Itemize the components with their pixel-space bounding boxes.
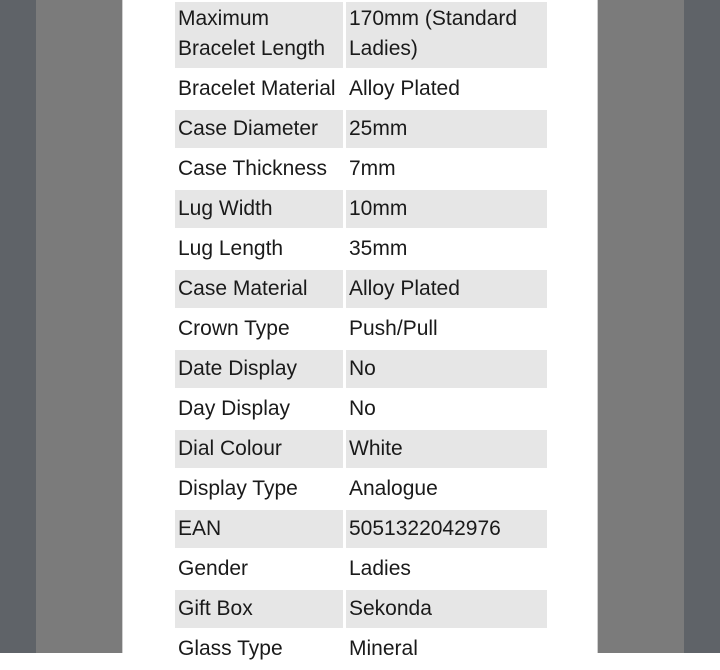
table-row (175, 310, 547, 348)
spec-key: Date Display (175, 350, 343, 388)
table-row (175, 550, 547, 588)
spec-key: Gift Box (175, 590, 343, 628)
spec-value: Alloy Plated (349, 77, 460, 100)
spec-value: No (346, 350, 547, 388)
table-row (175, 630, 547, 668)
spec-key: Lug Width (175, 190, 343, 228)
spec-key: Gender (178, 557, 249, 580)
table-row (175, 190, 547, 228)
spec-value: 7mm (349, 157, 396, 180)
spec-table (172, 0, 550, 670)
table-row (175, 510, 547, 548)
table-row (175, 150, 547, 188)
spec-value: 25mm (346, 110, 547, 148)
spec-value: Push/Pull (349, 317, 438, 340)
spec-key: Case Thickness (178, 157, 328, 180)
spec-value: 5051322042976 (346, 510, 547, 548)
spec-key: EAN (175, 510, 343, 548)
spec-key: Display Type (178, 477, 298, 500)
spec-key: Day Display (178, 397, 291, 420)
spec-modal (122, 0, 598, 660)
spec-value: No (349, 397, 376, 420)
spec-value: Ladies (349, 557, 411, 580)
spec-key: Crown Type (178, 317, 290, 340)
spec-key: Bracelet Material (178, 77, 336, 100)
spec-value: 170mm (Standard Ladies) (346, 2, 547, 68)
spec-key: Maximum Bracelet Length (175, 2, 343, 68)
spec-value: Alloy Plated (346, 270, 547, 308)
spec-value: White (346, 430, 547, 468)
spec-key: Case Diameter (175, 110, 343, 148)
spec-key: Dial Colour (175, 430, 343, 468)
table-row (175, 110, 547, 148)
spec-key: Lug Length (178, 237, 284, 260)
spec-value: 35mm (349, 237, 408, 260)
table-row (175, 590, 547, 628)
spec-value: Analogue (349, 477, 438, 500)
spec-key: Glass Type (178, 637, 283, 660)
spec-value: 10mm (346, 190, 547, 228)
spec-value: Sekonda (346, 590, 547, 628)
table-row (175, 430, 547, 468)
table-row (175, 270, 547, 308)
table-row (175, 230, 547, 268)
table-row (175, 390, 547, 428)
spec-value: Mineral (349, 637, 418, 660)
table-row (175, 470, 547, 508)
spec-key: Case Material (175, 270, 343, 308)
table-row (175, 70, 547, 108)
table-row (175, 2, 547, 68)
table-row (175, 350, 547, 388)
